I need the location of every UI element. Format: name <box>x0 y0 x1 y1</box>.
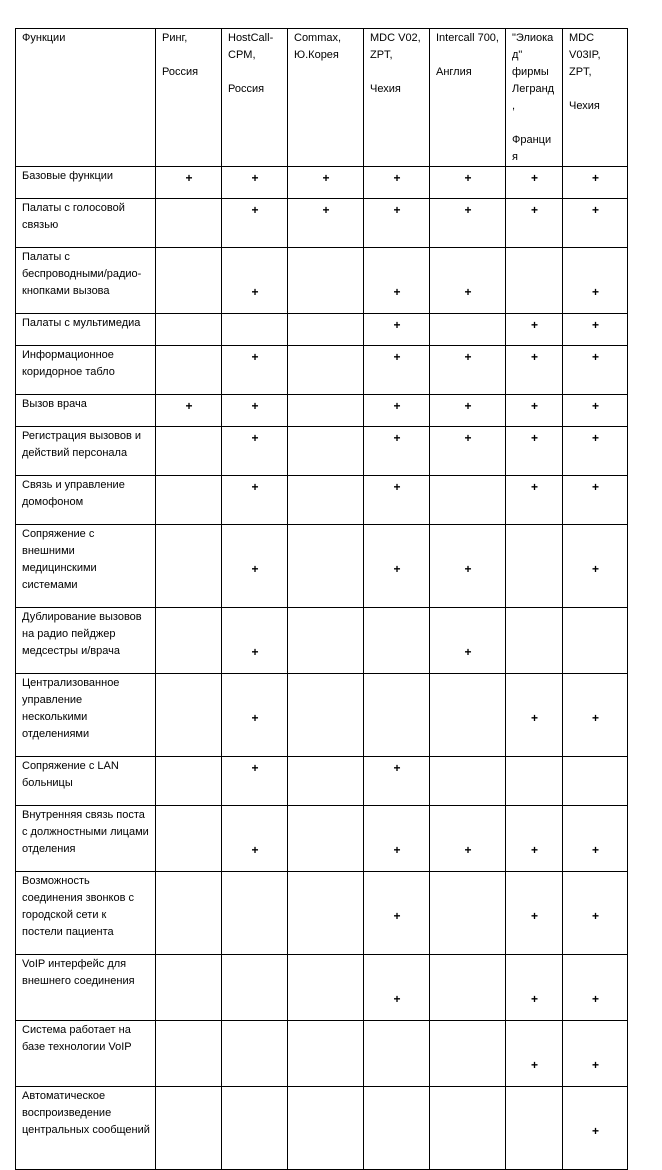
check-mark: + <box>530 480 538 494</box>
support-cell <box>364 346 430 395</box>
support-cell <box>156 395 222 427</box>
support-cell <box>364 1021 430 1087</box>
support-cell <box>506 525 563 608</box>
support-cell <box>156 757 222 806</box>
support-cell <box>156 525 222 608</box>
support-cell <box>222 806 288 872</box>
support-cell <box>563 806 628 872</box>
support-cell <box>430 1087 506 1170</box>
support-cell <box>430 476 506 525</box>
support-cell <box>506 955 563 1021</box>
support-cell <box>563 674 628 757</box>
feature-cell: Палаты с голосовой связью <box>16 199 156 248</box>
support-cell <box>288 199 364 248</box>
check-mark: + <box>530 171 538 185</box>
check-mark: + <box>530 350 538 364</box>
support-cell <box>222 476 288 525</box>
support-cell <box>288 314 364 346</box>
support-cell <box>563 1087 628 1170</box>
check-mark: + <box>591 1124 599 1138</box>
check-mark: + <box>530 399 538 413</box>
support-cell <box>288 167 364 199</box>
support-cell <box>364 248 430 314</box>
feature-cell: Дублирование вызовов на радио пейджер медсестры и/врача <box>16 608 156 674</box>
table-row <box>16 395 628 427</box>
feature-cell: Вызов врача <box>16 395 156 427</box>
check-mark: + <box>393 399 401 413</box>
header-vendor: "Элиокад" фирмы Легранд, Франция <box>506 29 563 167</box>
feature-cell: Базовые функции <box>16 167 156 199</box>
check-mark: + <box>464 843 472 857</box>
support-cell <box>364 395 430 427</box>
check-mark: + <box>393 562 401 576</box>
support-cell <box>156 1021 222 1087</box>
support-cell <box>506 314 563 346</box>
check-mark: + <box>591 171 599 185</box>
check-mark: + <box>251 562 259 576</box>
table-row <box>16 608 628 674</box>
check-mark: + <box>591 992 599 1006</box>
check-mark: + <box>530 843 538 857</box>
feature-cell: Палаты с беспроводными/радио-кнопками вызова <box>16 248 156 314</box>
support-cell <box>563 608 628 674</box>
table-row <box>16 427 628 476</box>
support-cell <box>563 346 628 395</box>
support-cell <box>506 427 563 476</box>
support-cell <box>156 427 222 476</box>
check-mark: + <box>530 1058 538 1072</box>
support-cell <box>156 346 222 395</box>
feature-cell: VoIP интерфейс для внешнего соединения <box>16 955 156 1021</box>
support-cell <box>156 608 222 674</box>
support-cell <box>222 395 288 427</box>
support-cell <box>364 476 430 525</box>
support-cell <box>563 525 628 608</box>
check-mark: + <box>393 171 401 185</box>
support-cell <box>288 476 364 525</box>
support-cell <box>364 674 430 757</box>
check-mark: + <box>530 909 538 923</box>
header-vendor: Commax, Ю.Корея <box>288 29 364 167</box>
check-mark: + <box>251 203 259 217</box>
feature-cell: Регистрация вызовов и действий персонала <box>16 427 156 476</box>
support-cell <box>156 1087 222 1170</box>
check-mark: + <box>251 480 259 494</box>
header-vendor: MDC V03IP, ZPT, Чехия <box>563 29 628 167</box>
check-mark: + <box>464 645 472 659</box>
support-cell <box>563 955 628 1021</box>
support-cell <box>288 674 364 757</box>
support-cell <box>222 167 288 199</box>
table-row <box>16 955 628 1021</box>
check-mark: + <box>591 203 599 217</box>
support-cell <box>563 872 628 955</box>
support-cell <box>430 674 506 757</box>
support-cell <box>563 167 628 199</box>
support-cell <box>506 346 563 395</box>
support-cell <box>506 167 563 199</box>
support-cell <box>288 427 364 476</box>
support-cell <box>506 248 563 314</box>
feature-cell: Сопряжение с LAN больницы <box>16 757 156 806</box>
check-mark: + <box>251 843 259 857</box>
support-cell <box>506 476 563 525</box>
check-mark: + <box>530 318 538 332</box>
support-cell <box>563 427 628 476</box>
check-mark: + <box>393 843 401 857</box>
check-mark: + <box>393 431 401 445</box>
support-cell <box>506 674 563 757</box>
check-mark: + <box>591 285 599 299</box>
support-cell <box>506 608 563 674</box>
support-cell <box>430 806 506 872</box>
support-cell <box>222 525 288 608</box>
header-vendor: HostCall-CPM, Россия <box>222 29 288 167</box>
header-vendor: MDC V02, ZPT, Чехия <box>364 29 430 167</box>
support-cell <box>506 1087 563 1170</box>
support-cell <box>288 248 364 314</box>
check-mark: + <box>393 203 401 217</box>
support-cell <box>222 1087 288 1170</box>
table-row <box>16 757 628 806</box>
support-cell <box>288 955 364 1021</box>
support-cell <box>222 199 288 248</box>
check-mark: + <box>591 431 599 445</box>
check-mark: + <box>591 350 599 364</box>
check-mark: + <box>530 431 538 445</box>
check-mark: + <box>251 350 259 364</box>
comparison-table <box>15 28 628 1170</box>
support-cell <box>288 1087 364 1170</box>
support-cell <box>430 314 506 346</box>
check-mark: + <box>251 171 259 185</box>
support-cell <box>288 757 364 806</box>
check-mark: + <box>393 992 401 1006</box>
support-cell <box>288 395 364 427</box>
support-cell <box>156 199 222 248</box>
support-cell <box>364 608 430 674</box>
support-cell <box>430 248 506 314</box>
support-cell <box>430 872 506 955</box>
check-mark: + <box>185 171 193 185</box>
support-cell <box>563 757 628 806</box>
header-feature: Функции <box>16 29 156 167</box>
check-mark: + <box>393 285 401 299</box>
support-cell <box>430 1021 506 1087</box>
check-mark: + <box>322 203 330 217</box>
check-mark: + <box>393 480 401 494</box>
support-cell <box>288 608 364 674</box>
support-cell <box>156 872 222 955</box>
check-mark: + <box>393 909 401 923</box>
support-cell <box>364 167 430 199</box>
check-mark: + <box>322 171 330 185</box>
check-mark: + <box>464 171 472 185</box>
support-cell <box>430 608 506 674</box>
support-cell <box>430 427 506 476</box>
support-cell <box>288 1021 364 1087</box>
feature-cell: Автоматическое воспроизведение центральных сообщений <box>16 1087 156 1170</box>
support-cell <box>364 314 430 346</box>
table-row <box>16 476 628 525</box>
table-row <box>16 872 628 955</box>
support-cell <box>222 427 288 476</box>
support-cell <box>222 314 288 346</box>
check-mark: + <box>591 843 599 857</box>
support-cell <box>222 608 288 674</box>
support-cell <box>364 1087 430 1170</box>
support-cell <box>563 199 628 248</box>
support-cell <box>156 248 222 314</box>
feature-cell: Система работает на базе технологии VoIP <box>16 1021 156 1087</box>
support-cell <box>563 314 628 346</box>
support-cell <box>222 346 288 395</box>
support-cell <box>288 806 364 872</box>
support-cell <box>430 199 506 248</box>
support-cell <box>288 525 364 608</box>
check-mark: + <box>530 203 538 217</box>
check-mark: + <box>464 399 472 413</box>
support-cell <box>430 955 506 1021</box>
support-cell <box>563 248 628 314</box>
support-cell <box>156 955 222 1021</box>
support-cell <box>430 757 506 806</box>
support-cell <box>288 872 364 955</box>
check-mark: + <box>530 992 538 1006</box>
support-cell <box>222 1021 288 1087</box>
check-mark: + <box>251 285 259 299</box>
support-cell <box>563 476 628 525</box>
support-cell <box>222 955 288 1021</box>
feature-cell: Связь и управление домофоном <box>16 476 156 525</box>
table-row <box>16 525 628 608</box>
header-vendor: Ринг, Россия <box>156 29 222 167</box>
check-mark: + <box>185 399 193 413</box>
support-cell <box>364 427 430 476</box>
table-row <box>16 806 628 872</box>
support-cell <box>364 199 430 248</box>
table-row <box>16 674 628 757</box>
support-cell <box>430 395 506 427</box>
check-mark: + <box>591 399 599 413</box>
support-cell <box>156 674 222 757</box>
support-cell <box>156 476 222 525</box>
support-cell <box>506 757 563 806</box>
support-cell <box>364 525 430 608</box>
check-mark: + <box>591 1058 599 1072</box>
table-row <box>16 346 628 395</box>
header-row <box>16 29 628 167</box>
support-cell <box>156 806 222 872</box>
support-cell <box>563 1021 628 1087</box>
support-cell <box>222 248 288 314</box>
check-mark: + <box>464 350 472 364</box>
support-cell <box>156 167 222 199</box>
check-mark: + <box>393 761 401 775</box>
support-cell <box>430 167 506 199</box>
table-row <box>16 314 628 346</box>
support-cell <box>364 806 430 872</box>
support-cell <box>563 395 628 427</box>
check-mark: + <box>251 399 259 413</box>
feature-cell: Возможность соединения звонков с городской сети к постели пациента <box>16 872 156 955</box>
table-row <box>16 199 628 248</box>
support-cell <box>506 395 563 427</box>
check-mark: + <box>464 203 472 217</box>
support-cell <box>364 757 430 806</box>
table-row <box>16 1021 628 1087</box>
check-mark: + <box>591 562 599 576</box>
feature-cell: Информационное коридорное табло <box>16 346 156 395</box>
check-mark: + <box>464 562 472 576</box>
feature-cell: Внутренняя связь поста с должностными лицами отделения <box>16 806 156 872</box>
support-cell <box>288 346 364 395</box>
check-mark: + <box>591 480 599 494</box>
check-mark: + <box>251 761 259 775</box>
support-cell <box>506 1021 563 1087</box>
table-row <box>16 167 628 199</box>
header-vendor: Intercall 700, Англия <box>430 29 506 167</box>
feature-cell: Сопряжение с внешними медицинскими системами <box>16 525 156 608</box>
support-cell <box>222 674 288 757</box>
check-mark: + <box>591 909 599 923</box>
check-mark: + <box>591 318 599 332</box>
support-cell <box>222 757 288 806</box>
check-mark: + <box>393 318 401 332</box>
check-mark: + <box>251 431 259 445</box>
support-cell <box>506 872 563 955</box>
support-cell <box>430 525 506 608</box>
check-mark: + <box>251 711 259 725</box>
check-mark: + <box>464 285 472 299</box>
check-mark: + <box>530 711 538 725</box>
check-mark: + <box>591 711 599 725</box>
support-cell <box>364 872 430 955</box>
support-cell <box>506 806 563 872</box>
support-cell <box>430 346 506 395</box>
support-cell <box>156 314 222 346</box>
table-row <box>16 1087 628 1170</box>
check-mark: + <box>251 645 259 659</box>
support-cell <box>222 872 288 955</box>
check-mark: + <box>464 431 472 445</box>
support-cell <box>364 955 430 1021</box>
feature-cell: Централизованное управление несколькими отделениями <box>16 674 156 757</box>
feature-cell: Палаты с мультимедиа <box>16 314 156 346</box>
check-mark: + <box>393 350 401 364</box>
support-cell <box>506 199 563 248</box>
table-row <box>16 248 628 314</box>
